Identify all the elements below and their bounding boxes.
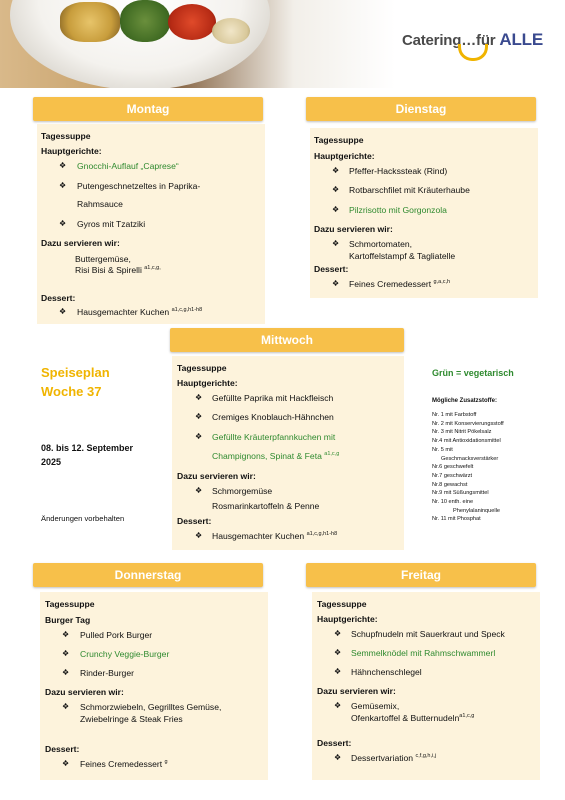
dish: Rahmsauce bbox=[77, 199, 123, 209]
side-title: Dazu servieren wir: bbox=[45, 687, 124, 697]
bullet-icon: ❖ bbox=[332, 205, 340, 214]
day-tab-dienstag: Dienstag bbox=[306, 97, 536, 121]
allergen-codes: a1,c,g bbox=[459, 713, 475, 720]
plan-dates: 08. bis 12. September bbox=[41, 443, 134, 453]
additive-item: Nr.9 mit Süßungsmittel bbox=[432, 490, 489, 497]
food-image bbox=[60, 2, 120, 42]
dessert: Feines Cremedessert $^{g,a,c,h}$ bbox=[349, 279, 451, 289]
side-dish: Schmortomaten, bbox=[349, 239, 413, 249]
allergen-codes: g,a,c,h bbox=[433, 279, 451, 286]
side-title: Dazu servieren wir: bbox=[314, 224, 393, 234]
catering-logo: Catering…für ALLE bbox=[402, 30, 543, 60]
additive-item: Nr.6 geschwefelt bbox=[432, 464, 474, 471]
dish: Pulled Pork Burger bbox=[80, 630, 153, 640]
additive-item: Nr.7 geschwärzt bbox=[432, 472, 473, 479]
bullet-icon: ❖ bbox=[62, 702, 70, 711]
bullet-icon: ❖ bbox=[59, 219, 67, 228]
day-tab-mittwoch: Mittwoch bbox=[170, 328, 404, 352]
dessert-title: Dessert: bbox=[177, 516, 212, 526]
dish: Pfeffer-Hackssteak (Rind) bbox=[349, 166, 448, 176]
side-title: Dazu servieren wir: bbox=[177, 471, 256, 481]
bullet-icon: ❖ bbox=[59, 181, 67, 190]
additive-item: Nr.4 mit Antioxidationsmittel bbox=[432, 438, 501, 445]
dish: Cremiges Knoblauch-Hähnchen bbox=[212, 412, 334, 422]
dessert: Hausgemachter Kuchen $^{a1,c,g,h1-h8}$ bbox=[212, 531, 338, 541]
bullet-icon: ❖ bbox=[195, 412, 203, 421]
dessert-title: Dessert: bbox=[41, 293, 76, 303]
allergen-codes: c,f,g,h,i,j bbox=[415, 753, 436, 760]
soup-label: Tagessuppe bbox=[177, 363, 227, 373]
day-tab-montag: Montag bbox=[33, 97, 263, 121]
soup-label: Tagessuppe bbox=[314, 135, 364, 145]
plan-title: Speiseplan Woche 37 bbox=[41, 365, 110, 399]
dessert-title: Dessert: bbox=[314, 264, 349, 274]
vegetarian-legend: Grün = vegetarisch bbox=[432, 368, 514, 378]
dessert-title: Dessert: bbox=[45, 744, 80, 754]
side-title: Dazu servieren wir: bbox=[41, 238, 120, 248]
day-tab-freitag: Freitag bbox=[306, 563, 536, 587]
side-dish: Gemüsemix, bbox=[351, 701, 400, 711]
bullet-icon: ❖ bbox=[334, 753, 342, 762]
side-dish: Ofenkartoffel & Butternudeln$^{a1,c,g}$ bbox=[351, 713, 475, 723]
dessert: Hausgemachter Kuchen $^{a1,c,g,h1-h8}$ bbox=[77, 307, 203, 317]
dish: Rotbarschfilet mit Kräuterhaube bbox=[349, 185, 470, 195]
bullet-icon: ❖ bbox=[334, 648, 342, 657]
soup-label: Tagessuppe bbox=[41, 131, 91, 141]
dish: Gefüllte Kräuterpfannkuchen mit bbox=[212, 432, 336, 442]
additive-item: Nr. 2 mit Konservierungsstoff bbox=[432, 420, 504, 427]
additive-item: Geschmacksverstärker bbox=[441, 455, 499, 462]
side-dish: Schmorzwiebeln, Gegrilltes Gemüse, bbox=[80, 702, 222, 712]
bullet-icon: ❖ bbox=[62, 759, 70, 768]
additive-item: Nr. 5 mit bbox=[432, 446, 453, 453]
main-title: Hauptgerichte: bbox=[317, 614, 378, 624]
additive-item: Nr. 11 mit Phosphat bbox=[432, 516, 481, 523]
bullet-icon: ❖ bbox=[195, 486, 203, 495]
soup-label: Tagessuppe bbox=[45, 599, 95, 609]
header-banner bbox=[0, 0, 565, 88]
main-title: Hauptgerichte: bbox=[177, 378, 238, 388]
dish: Pilzrisotto mit Gorgonzola bbox=[349, 205, 447, 215]
dish: Gyros mit Tzatziki bbox=[77, 219, 146, 229]
bullet-icon: ❖ bbox=[195, 393, 203, 402]
additive-item: Nr. 10 enth. eine bbox=[432, 499, 474, 505]
dish: Semmelknödel mit Rahmschwammerl bbox=[351, 648, 496, 658]
main-title: Hauptgerichte: bbox=[314, 151, 375, 161]
additive-item: Nr.8 gewachst bbox=[432, 481, 468, 488]
side-dish: Rosmarinkartoffeln & Penne bbox=[212, 501, 320, 511]
bullet-icon: ❖ bbox=[195, 432, 203, 441]
plan-year: 2025 bbox=[41, 457, 62, 467]
side-dish: Risi Bisi & Spirelli $^{a1,c,g,}$ bbox=[75, 265, 161, 275]
dish: Schupfnudeln mit Sauerkraut und Speck bbox=[351, 629, 505, 639]
dish: Hähnchenschlegel bbox=[351, 667, 422, 677]
food-image bbox=[120, 0, 170, 42]
bullet-icon: ❖ bbox=[62, 668, 70, 677]
additive-item: Phenylalaninquelle bbox=[453, 507, 500, 514]
side-dish: Zwiebelringe & Steak Fries bbox=[80, 714, 183, 724]
main-title: Burger Tag bbox=[45, 615, 91, 625]
bullet-icon: ❖ bbox=[332, 239, 340, 248]
side-dish: Schmorgemüse bbox=[212, 486, 273, 496]
bullet-icon: ❖ bbox=[59, 307, 67, 316]
allergen-codes: a1,c,g, bbox=[144, 265, 161, 272]
additive-item: Nr. 3 mit Nitrit Pökelsalz bbox=[432, 429, 492, 436]
additive-item: Nr. 1 mit Farbstoff bbox=[432, 412, 477, 418]
bullet-icon: ❖ bbox=[59, 161, 67, 170]
dessert: Dessertvariation $^{c,f,g,h,i,j}$ bbox=[351, 753, 436, 763]
dish: Rinder-Burger bbox=[80, 668, 134, 678]
allergen-codes: a1,c,g bbox=[324, 451, 340, 458]
food-image bbox=[212, 18, 250, 44]
allergen-codes: g bbox=[164, 759, 168, 766]
bullet-icon: ❖ bbox=[62, 649, 70, 658]
dessert-title: Dessert: bbox=[317, 738, 352, 748]
dish: Champignons, Spinat & Feta $^{a1,c,g}$ bbox=[212, 451, 340, 461]
allergen-codes: a1,c,g,h1-h8 bbox=[171, 307, 203, 314]
dish: Gefüllte Paprika mit Hackfleisch bbox=[212, 393, 334, 403]
changes-note: Änderungen vorbehalten bbox=[41, 514, 125, 523]
day-tab-donnerstag: Donnerstag bbox=[33, 563, 263, 587]
bullet-icon: ❖ bbox=[334, 667, 342, 676]
side-dish: Kartoffelstampf & Tagliatelle bbox=[349, 251, 456, 261]
main-title: Hauptgerichte: bbox=[41, 146, 102, 156]
bullet-icon: ❖ bbox=[334, 701, 342, 710]
additives-title: Mögliche Zusatzstoffe: bbox=[432, 398, 498, 404]
side-dish: Buttergemüse, bbox=[75, 254, 131, 264]
dish: Gnocchi-Auflauf „Caprese“ bbox=[77, 161, 179, 171]
logo-swoosh-icon bbox=[458, 44, 488, 61]
dish: Crunchy Veggie-Burger bbox=[80, 649, 170, 659]
bullet-icon: ❖ bbox=[334, 629, 342, 638]
soup-label: Tagessuppe bbox=[317, 599, 367, 609]
bullet-icon: ❖ bbox=[332, 279, 340, 288]
allergen-codes: a1,c,g,h1-h8 bbox=[306, 531, 338, 538]
bullet-icon: ❖ bbox=[332, 185, 340, 194]
dessert: Feines Cremedessert $^g$ bbox=[80, 759, 168, 769]
bullet-icon: ❖ bbox=[332, 166, 340, 175]
side-title: Dazu servieren wir: bbox=[317, 686, 396, 696]
bullet-icon: ❖ bbox=[62, 630, 70, 639]
food-image bbox=[168, 4, 216, 40]
bullet-icon: ❖ bbox=[195, 531, 203, 540]
dish: Putengeschnetzeltes in Paprika- bbox=[77, 181, 201, 191]
